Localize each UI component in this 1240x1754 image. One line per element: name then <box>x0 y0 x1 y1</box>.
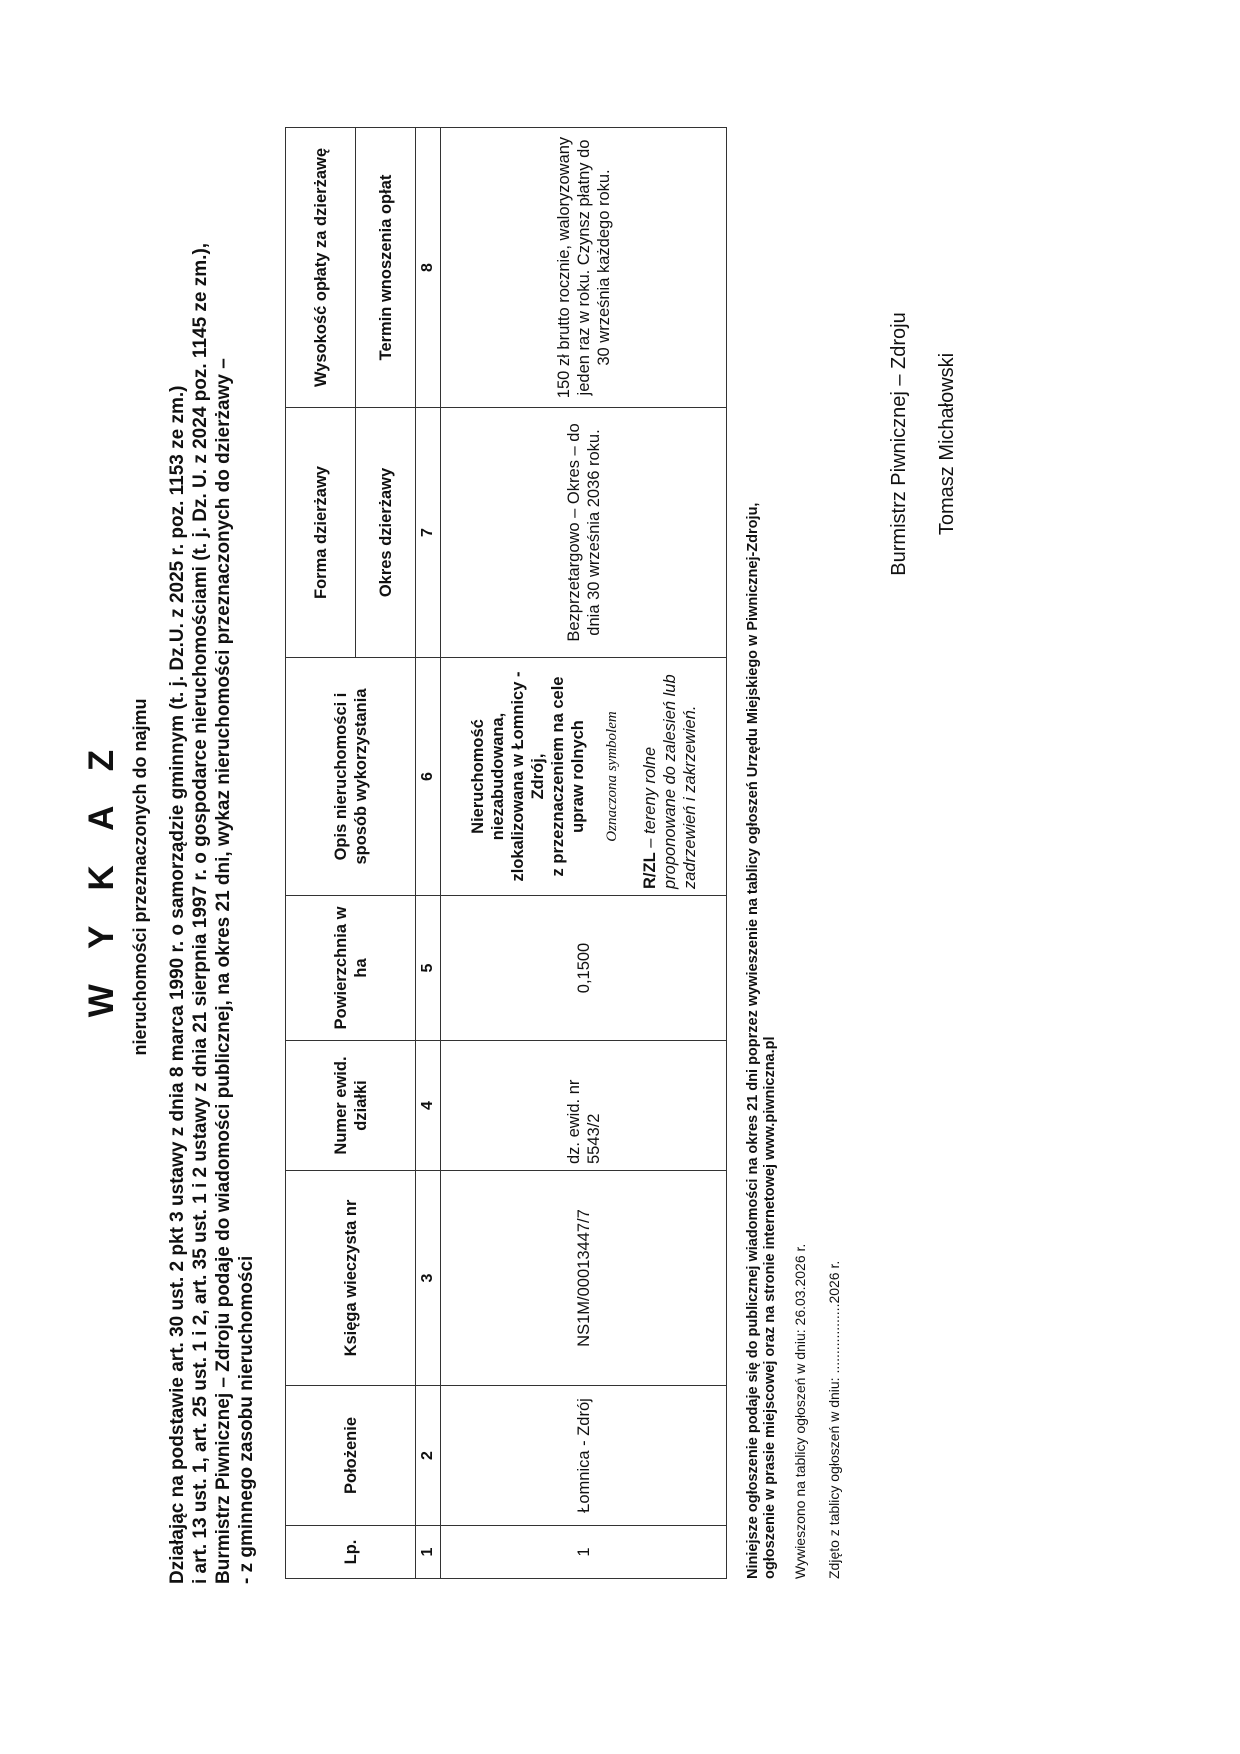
cell-lease-period: Bezprzetargowo – Okres – do dnia 30 września 2036 roku. <box>441 408 727 658</box>
header-lease-form: Forma dzierżawy <box>286 408 356 658</box>
header-description: Opis nieruchomości i sposób wykorzystania <box>286 658 416 896</box>
header-location: Położenie <box>286 1386 416 1526</box>
cell-description <box>441 658 727 896</box>
column-number: 1 <box>416 1526 441 1579</box>
column-number: 7 <box>416 408 441 658</box>
column-number: 6 <box>416 658 441 896</box>
document-title: W Y K A Z <box>82 736 121 1018</box>
header-lp: Lp. <box>286 1526 416 1579</box>
legal-basis-line: Burmistrz Piwnicznej – Zdroju podaje do wiadomości publicznej, na okres 21 dni, wykaz nieruchomości przeznaczonych do dzierżawy – <box>213 358 234 1584</box>
signature-name: Tomasz Michałowski <box>936 352 958 536</box>
publication-notice <box>745 179 779 1579</box>
table-row <box>441 128 727 1579</box>
zoning-text: – tereny rolne proponowane do zalesień lub zadrzewień i zakrzewień. <box>640 674 699 889</box>
column-number: 8 <box>416 128 441 408</box>
cell-fee: 150 zł brutto rocznie, waloryzowany jeden raz w roku. Czynsz płatny do 30 września każdego roku. <box>441 128 727 408</box>
header-fee-amount: Wysokość opłaty za dzierżawę <box>286 128 356 408</box>
cell-location: Łomnica - Zdrój <box>441 1386 727 1526</box>
header-lease-period: Okres dzierżawy <box>356 408 416 658</box>
zoning-code: R/ZL <box>640 852 659 889</box>
column-number: 4 <box>416 1041 441 1171</box>
removed-date: Zdjęto z tablicy ogłoszeń w dniu: ..................2026 r. <box>826 1260 842 1579</box>
legal-basis-line: i art. 13 ust. 1, art. 25 ust. 1 i 2, art. 35 ust. 1 i 2 ustawy z dnia 21 sierpnia 1997 r. o gospodarce nieruchomościami (t. j. Dz. U. z 2024 poz. 1145 ze zm.), <box>190 242 211 1584</box>
description-purpose: z przeznaczeniem na cele upraw rolnych <box>548 676 587 877</box>
column-number: 5 <box>416 896 441 1041</box>
description-main: Nieruchomość niezabudowana, zlokalizowana w Łomnicy - Zdrój, <box>468 671 547 882</box>
legal-basis-paragraph <box>166 134 258 1584</box>
cell-plot-number: dz. ewid. nr 5543/2 <box>441 1041 727 1171</box>
header-area: Powierzchnia w ha <box>286 896 416 1041</box>
header-land-register: Księga wieczysta nr <box>286 1171 416 1386</box>
legal-basis-line: - z gminnego zasobu nieruchomości <box>236 1255 257 1584</box>
notice-line: Niniejsze ogłoszenie podaje się do publicznej wiadomości na okres 21 dni poprzez wywieszenie na tablicy ogłoszeń Urzędu Miejskiego w Piwnicznej-Zdroju, <box>745 502 761 1579</box>
description-zoning <box>640 664 700 889</box>
property-table <box>285 127 727 1579</box>
signature-title: Burmistrz Piwnicznej – Zdroju <box>888 312 910 576</box>
document-subtitle: nieruchomości przeznaczonych do najmu <box>130 698 150 1056</box>
cell-lp: 1 <box>441 1526 727 1579</box>
column-number: 3 <box>416 1171 441 1386</box>
legal-basis-line: Działając na podstawie art. 30 ust. 2 pkt 3 ustawy z dnia 8 marca 1990 r. o samorządzie gminnym (t. j. Dz.U. z 2025 r. poz. 1153 ze zm.) <box>167 385 188 1584</box>
column-number: 2 <box>416 1386 441 1526</box>
notice-line: ogłoszenie w prasie miejscowej oraz na stronie internetowej www.piwniczna.pl <box>762 1036 778 1579</box>
posted-date: Wywieszono na tablicy ogłoszeń w dniu: 26.03.2026 r. <box>792 1243 808 1579</box>
header-plot-number: Numer ewid. działki <box>286 1041 416 1171</box>
description-symbol-label: Oznaczona symbolem <box>603 711 620 842</box>
cell-land-register: NS1M/00013447/7 <box>441 1171 727 1386</box>
cell-area: 0,1500 <box>441 896 727 1041</box>
header-payment-term: Termin wnoszenia opłat <box>356 128 416 408</box>
